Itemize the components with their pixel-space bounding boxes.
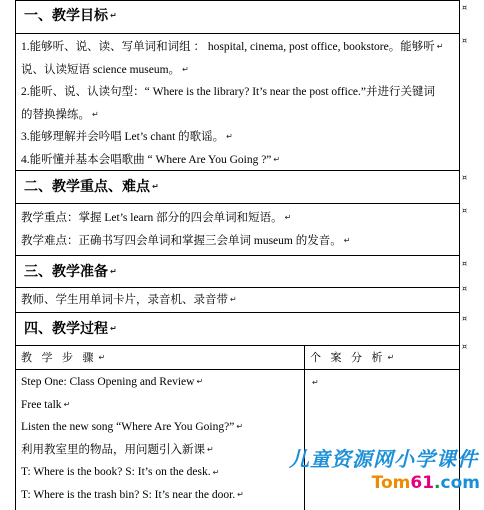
watermark-logo: Tom61.com [371, 473, 480, 493]
cell-end-mark-icon: ¤ [462, 259, 468, 268]
section-keypoints-content [16, 204, 460, 256]
cell-end-mark-icon: ¤ [462, 314, 468, 323]
process-header-row: 教 学 步 骤 ↵ 个 案 分 析 ↵ [16, 346, 460, 370]
goal-line: 4.能听懂并基本会唱歌曲 “ Where Are You Going ?” ↵ [21, 153, 281, 166]
goal-line: 2.能听、说、认读句型：“ Where is the library? It’s near the post office.”并进行关键词 [21, 86, 436, 99]
section-keypoints-title: 二、教学重点、难点 [24, 179, 150, 195]
watermark-cn-text: 儿童资源网小学课件 [289, 447, 478, 471]
section-goals-title-row [16, 0, 460, 34]
process-line: 利用教室里的物品，用问题引入新课 ↵ [21, 443, 214, 456]
keypoint-line: 教学难点：正确书写四会单词和掌握三会单词 museum 的发音。 ↵ [21, 234, 351, 247]
goal-line: 3.能够理解并会吟唱 Let’s chant 的歌谣。 ↵ [21, 131, 233, 144]
site-watermark [234, 439, 484, 499]
section-preparation-content [16, 288, 460, 313]
cell-end-mark-icon: ¤ [462, 342, 468, 351]
goal-line: 1.能够听、说、读、写单词和词组 ： hospital, cinema, post office, bookstore。能够听 ↵ [21, 41, 444, 53]
process-line: Step One: Class Opening and Review ↵ [21, 376, 204, 388]
section-goals-title: 一、教学目标 [24, 8, 108, 24]
paragraph-mark-icon: ↵ [312, 378, 319, 388]
section-goals-content [16, 34, 460, 171]
keypoint-line: 教学重点：掌握 Let’s learn 部分的四会单词和短语。 ↵ [21, 212, 292, 224]
case-analysis-header: 个 案 分 析 [310, 351, 386, 364]
process-line: Free talk ↵ [21, 398, 71, 411]
cell-end-mark-icon: ¤ [462, 206, 468, 215]
lesson-plan-table [15, 0, 460, 510]
section-preparation-title-row: 三、教学准备 ↵ [16, 256, 460, 288]
section-process-title: 四、教学过程 [24, 321, 108, 337]
cell-end-mark-icon: ¤ [462, 3, 468, 12]
goal-line: 的替换操练。 ↵ [21, 108, 99, 121]
goal-line: 说、认读短语 science museum。 ↵ [21, 63, 189, 76]
cell-end-mark-icon: ¤ [462, 284, 468, 293]
preparation-line: 教师、学生用单词卡片，录音机、录音带 ↵ [21, 294, 237, 306]
process-line: T: Where is the trash bin? S: It’s near the door. ↵ [21, 489, 244, 502]
process-steps-header: 教 学 步 骤 [21, 351, 97, 364]
cell-end-mark-icon: ¤ [462, 36, 468, 45]
cell-end-mark-icon: ¤ [462, 173, 468, 182]
section-preparation-title: 三、教学准备 [24, 264, 108, 280]
paragraph-mark-icon: ↵ [110, 11, 117, 20]
section-process-title-row: 四、教学过程 ↵ [16, 313, 460, 346]
process-line: Listen the new song “Where Are You Going?” ↵ [21, 421, 244, 434]
process-line: T: Where is the book? S: It’s on the desk. ↵ [21, 466, 220, 479]
section-keypoints-title-row: 二、教学重点、难点 ↵ [16, 171, 460, 204]
